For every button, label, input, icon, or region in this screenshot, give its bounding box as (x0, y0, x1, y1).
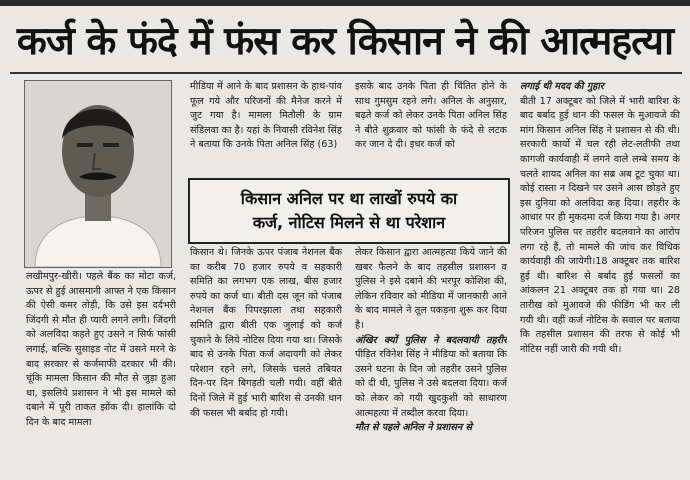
highlight-box (188, 178, 510, 244)
column-2-top-text: मीडिया में आने के बाद प्रशासन के हाथ-पांव फूल गये और परिजनों की मैनेज करने में जुट गया है। मामला मितौली के ग्राम संडिलवा का है। यहां के निवासी रविनेश सिंह ने बताया कि उनके पिता अनिल सिंह (63) (190, 81, 342, 151)
column-1-text: लखीमपुर-खीरी। पहले बैंक का मोटा कर्ज, ऊपर से हुई आसमानी आफ्त ने एक किसान की ऐसी कमर तोड़ी, कि उसे इस दर्दभरी जिंदगी से मौत ही प्यारी लगने लगी। जिंदगी को अलविदा कहते हुए उसने न सिर्फ फांसी लगाई, बल्कि सुसाइड नोट में उसने मरने के बाद सरकार से कर्जमाफी दरकार भी की। चूंकि मामला किसान की मौत से जुड़ा हुआ था, इसलिये प्रशासन ने भी इस मामले को दबाने में पूरी ताकत झोंक दी। हालांकि दो दिन के बाद मामला (26, 271, 176, 428)
column-3-bottom-text: लेकर किसान द्वारा आत्महत्या किये जाने की खबर फैलने के बाद तहसील प्रशासन व पुलिस ने इसे दबाने की भरपूर कोशिश की, लेकिन रविवार को मीडिया में जानकारी आने के बाद मामले ने तूल पकड़ना शुरू कर दिया है। अंखिर क्यों पुलिस ने बदलवायी तहरीर पीड़ित रविनेश सिंह ने मीडिया को बताया कि उसने घटना के दिन जो तहरीर उसने पुलिस को दी थी, पुलिस ने उसे बदलवा दिया। कर्ज को लेकर को गयी खुदकुशी को साधारण आत्महत्या में तब्दील करवा दिया। मौत से पहले अनिल ने प्रशासन से (355, 246, 507, 480)
farmer-photo (24, 80, 172, 268)
headline: कर्ज के फंदे में फंस कर किसान ने की आत्महत्या (16, 18, 674, 64)
subheading-before-death: मौत से पहले अनिल ने प्रशासन से (355, 422, 472, 434)
subheading-help-plea: लगाई थी मदद की गुहार (520, 81, 604, 92)
top-border (0, 0, 690, 6)
headline-rule (10, 72, 682, 74)
column-3-top-text: इसके बाद उनके पिता ही चिंतित होने के साथ गुमसुम रहने लगे। अनिल के अनुसार, बढ़ते कर्ज को लेकर उनके पिता अनिल सिंह ने बीते शुक्रवार को फांसी के फंदे से लटक कर जान दे दी। इधर कर्ज को (355, 81, 507, 151)
subheading-tahrir: अंखिर क्यों पुलिस ने बदलवायी तहरीर (355, 334, 507, 346)
highlight-line-2: कर्ज, नोटिस मिलने से था परेशान (252, 213, 446, 232)
highlight-line-1: किसान अनिल पर था लाखों रुपये का (240, 189, 458, 208)
column-4-text: लगाई थी मदद की गुहार बीती 17 अक्टूबर को जिले में भारी बारिश के बाद बर्बाद हुई धान की फसल के मुआवजे की मांग किसान अनिल सिंह ने प्रशासन से की थी। सरकारी कार्यो में चल रही लेट-लतीफी तथा कागजी कार्यवाही में लगने वाले लम्बे समय के चलते शायद अनिल का सब्र अब टूट चुका था। कोई रास्ता न दिखने पर उसने आस छोड़ते हुए इस दुनिया को अलविदा कह दिया। तहरीर के आधार पर ही मुकदमा दर्ज किया गया है। अगर परिजन पुलिस पर तहरीर बदलवाने का आरोप लगा रहे हैं, तो मामले की जांच कर विधिक कार्यवाही की जायेगी।18 अक्टूबर तक बारिश हुई थी। बारिश से बर्बाद हुई फसलों का आंकलन 21 अक्टूबर तक हो गया था। 28 तारीख को मुआवजे की फीडिंग भी कर ली गयी थी। वहीं कर्ज नोटिस के सवाल पर बताया कि तहसील प्रशासन की तरफ से कोई भी नोटिस नहीं जारी की गयी थी। (520, 81, 680, 355)
column-2-bottom-text: किसान थे। जिनके ऊपर पंजाब नेशनल बैंक का करीब 70 हजार रुपये व सहकारी समिति का लगभग एक लाख, बीस हजार रुपये का कर्ज था। बीती दस जून को पंजाब नेशनल बैंक पिपरझाला तथा सहकारी समिति द्वारा बीती एक जुलाई को कर्ज चुकाने के लिये नोटिस दिया गया था। जिसके बाद से उनके पिता कर्ज अदायगी को लेकर परेशान रहने लगे, जिसके चलते तबियत दिन-पर दिन बिगड़ती चली गयी। वहीं बीते दिनों जिले में हुई भारी बारिश से उनकी धान की फसल भी बर्बाद हो गयी। (190, 247, 342, 419)
portrait-image (25, 81, 171, 267)
